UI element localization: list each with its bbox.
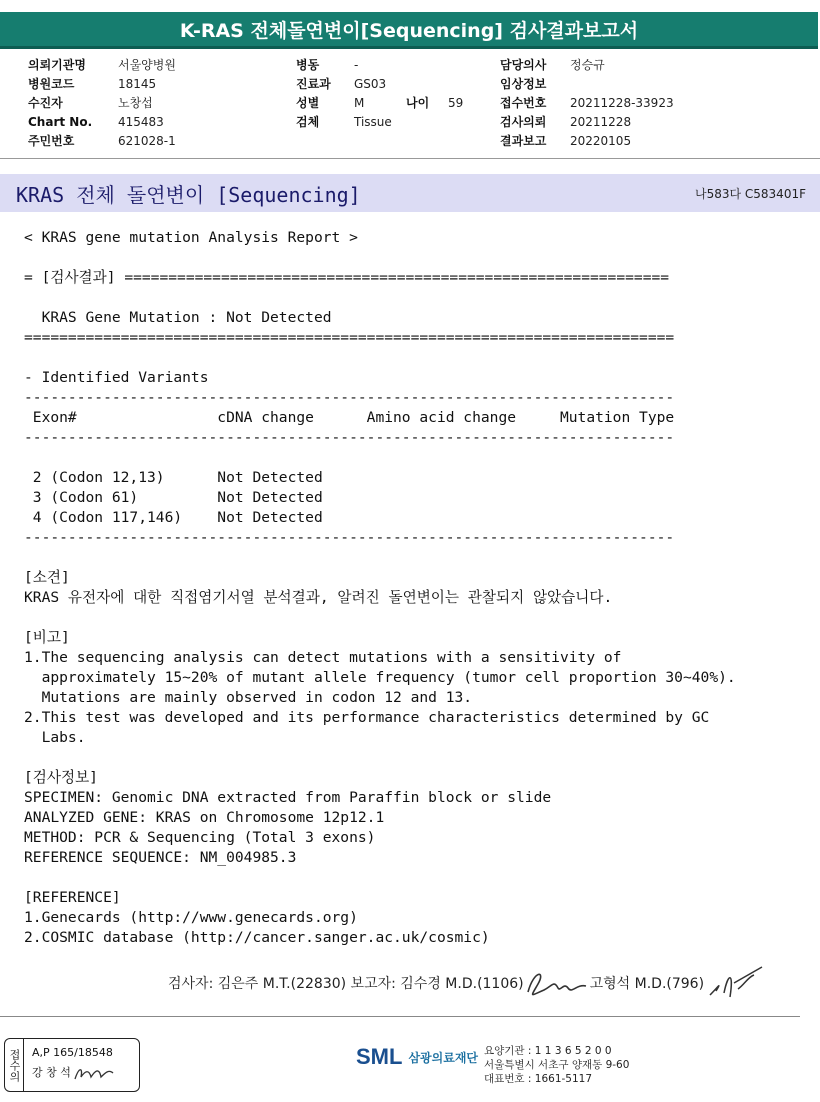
report-line: 4 (Codon 117,146) Not Detected <box>24 509 323 526</box>
header-col3 <box>500 56 674 151</box>
report-line <box>24 868 736 888</box>
header-value: Tissue <box>354 115 392 129</box>
institution-line: 서울특별시 서초구 양재동 9-60 <box>484 1059 630 1071</box>
signature-icon <box>524 966 590 1000</box>
report-line: 2.This test was developed and its performance characteristics determined by GC <box>24 709 710 726</box>
header-value: 20211228 <box>570 115 632 129</box>
stamp-info <box>24 1039 123 1091</box>
report-line: 3 (Codon 61) Not Detected <box>24 489 323 506</box>
stamp-line: A,P 165/18548 <box>32 1046 113 1059</box>
header-label: 결과보고 <box>500 134 547 148</box>
header-value: 18145 <box>118 77 157 91</box>
receipt-stamp <box>4 1038 140 1092</box>
report-line: KRAS 유전자에 대한 직접염기서열 분석결과, 알려진 돌연변이는 관찰되지 않았습니다. <box>24 589 613 606</box>
header-label: 병원코드 <box>28 77 75 91</box>
header-value: 서울양병원 <box>118 58 176 72</box>
report-line: approximately 15~20% of mutant allele frequency (tumor cell proportion 30~40%). <box>24 669 736 686</box>
header-row <box>296 75 500 94</box>
header-row <box>28 94 176 113</box>
report-line: ========================================================================== <box>24 329 675 346</box>
footer-divider <box>0 1016 800 1017</box>
report-line: -------------------------------------------------------------------------- <box>24 529 675 546</box>
header-value: 노창섭 <box>118 96 153 110</box>
report-line: 2.COSMIC database (http://cancer.sanger.ac.uk/cosmic) <box>24 929 490 946</box>
report-line: - Identified Variants <box>24 369 209 386</box>
report-line <box>24 348 736 368</box>
header-row <box>296 113 500 132</box>
report-title: K-RAS 전체돌연변이[Sequencing] 검사결과보고서 <box>0 12 818 49</box>
report-line: = [검사결과] ============================================================== <box>24 269 670 286</box>
report-line <box>24 608 736 628</box>
header-label: 의뢰기관명 <box>28 58 86 72</box>
sml-logo <box>356 1044 478 1070</box>
header-row <box>296 56 500 75</box>
report-line: Exon# cDNA change Amino acid change Mutation Type <box>24 409 675 426</box>
age-label: 나이 <box>406 96 430 110</box>
test-code: 나583다 C583401F <box>695 187 806 201</box>
header-label: 담당의사 <box>500 58 547 72</box>
report-line: SPECIMEN: Genomic DNA extracted from Paraffin block or slide <box>24 789 552 806</box>
header-label: 성별 <box>296 96 320 110</box>
header-label: Chart No. <box>28 115 93 129</box>
stamp-vertical-label: 접수의 <box>5 1039 24 1091</box>
report-line: -------------------------------------------------------------------------- <box>24 389 675 406</box>
header-col2 <box>296 56 500 132</box>
header-col1 <box>28 56 176 151</box>
header-label: 병동 <box>296 58 320 72</box>
stamp-line: 강 창 석 <box>32 1066 71 1079</box>
report-line: [검사정보] <box>24 769 98 786</box>
header-row <box>296 94 500 113</box>
test-name: KRAS 전체 돌연변이 [Sequencing] <box>16 183 361 207</box>
report-line: Labs. <box>24 729 86 746</box>
header-row <box>500 94 674 113</box>
header-label: 검사의뢰 <box>500 115 547 129</box>
header-value: 415483 <box>118 115 164 129</box>
report-line: 1.Genecards (http://www.genecards.org) <box>24 909 358 926</box>
report-line: [소견] <box>24 569 70 586</box>
report-line <box>24 548 736 568</box>
header-label: 접수번호 <box>500 96 547 110</box>
logo-name: 삼광의료재단 <box>408 1050 479 1065</box>
header-label: 주민번호 <box>28 134 75 148</box>
stamp-signer-row <box>32 1063 115 1083</box>
report-line: [비고] <box>24 629 70 646</box>
report-line: -------------------------------------------------------------------------- <box>24 429 675 446</box>
report-line <box>24 288 736 308</box>
report-line: [REFERENCE] <box>24 889 121 906</box>
header-row <box>28 56 176 75</box>
signature-icon <box>704 963 766 1003</box>
age-value: 59 <box>448 96 464 110</box>
institution-info <box>484 1044 629 1086</box>
report-line: 2 (Codon 12,13) Not Detected <box>24 469 323 486</box>
report-body <box>24 228 736 948</box>
signature-icon <box>71 1063 115 1083</box>
header-row <box>500 75 674 94</box>
report-line: METHOD: PCR & Sequencing (Total 3 exons) <box>24 829 376 846</box>
header-row <box>28 113 176 132</box>
header-label: 수진자 <box>28 96 63 110</box>
report-line: ANALYZED GENE: KRAS on Chromosome 12p12.1 <box>24 809 385 826</box>
report-line <box>24 748 736 768</box>
second-reporter: 고형석 M.D.(796) <box>589 976 705 992</box>
signers <box>168 963 766 1003</box>
reporter-signer: 보고자: 김수경 M.D.(1106) <box>350 976 524 992</box>
header-row <box>500 132 674 151</box>
test-banner <box>0 174 820 212</box>
institution-line: 대표번호 : 1661-5117 <box>484 1073 593 1085</box>
header-label: 검체 <box>296 115 320 129</box>
report-line: KRAS Gene Mutation : Not Detected <box>24 309 332 326</box>
report-line: REFERENCE SEQUENCE: NM_004985.3 <box>24 849 297 866</box>
tester-signer: 검사자: 김은주 M.T.(22830) <box>168 976 347 992</box>
header-row <box>500 56 674 75</box>
report-line: Mutations are mainly observed in codon 12 and 13. <box>24 689 473 706</box>
institution-line: 요양기관 : 1 1 3 6 5 2 0 0 <box>484 1045 612 1057</box>
header-value: GS03 <box>354 77 387 91</box>
report-line: < KRAS gene mutation Analysis Report > <box>24 229 358 246</box>
header-value: 20211228-33923 <box>570 96 674 110</box>
header-label: 임상정보 <box>500 77 547 91</box>
logo-mark: SML <box>356 1044 403 1069</box>
report-line <box>24 248 736 268</box>
header-value: - <box>354 58 359 72</box>
header-row <box>28 132 176 151</box>
header-value: M <box>354 96 365 110</box>
header-row <box>28 75 176 94</box>
header-value: 정승규 <box>570 58 605 72</box>
header-label: 진료과 <box>296 77 331 91</box>
report-line: 1.The sequencing analysis can detect mutations with a sensitivity of <box>24 649 622 666</box>
header-divider <box>0 158 820 159</box>
header-value: 20220105 <box>570 134 632 148</box>
header-row <box>500 113 674 132</box>
header-value: 621028-1 <box>118 134 176 148</box>
report-line <box>24 448 736 468</box>
